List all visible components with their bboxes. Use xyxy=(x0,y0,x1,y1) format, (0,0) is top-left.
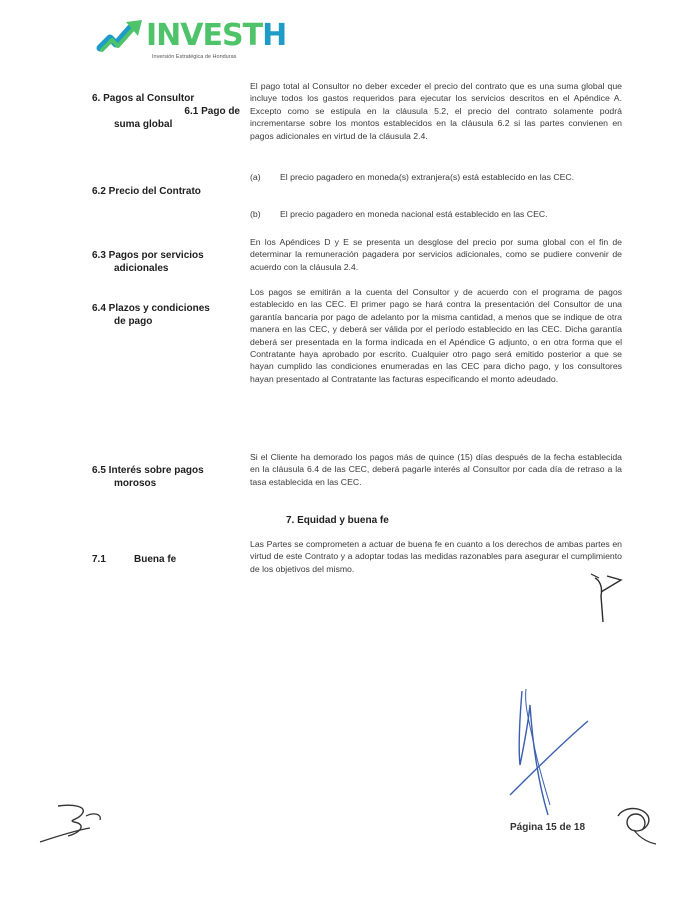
section-7-1-label: Buena fe xyxy=(134,554,177,565)
section-6-4-label: 6.4 Plazos y condiciones de pago xyxy=(92,303,210,327)
section-6-3-text: En los Apéndices D y E se presenta un desglose del precio por suma global con el fin de determinar la remuneración pagadera por servicios adicionales, como se pudiere convenir de acuerdo con la cláusula 2.4. xyxy=(250,237,622,272)
section-6-2-item-b: (b) El precio pagadero en moneda nacional está establecido en las CEC. xyxy=(250,209,548,219)
section-6-2-item-a: (a) El precio pagadero en moneda(s) extranjera(s) está establecido en las CEC. xyxy=(250,172,575,182)
initial-mark-left xyxy=(38,798,108,848)
section-6-text: El pago total al Consultor no deber exceder el precio del contrato que es una suma global que incluye todos los gastos requeridos para ejecutar los servicios descritos en el Apéndice A. Excepto como se estipula en la cláusula 5.2, el precio del contrato solamente podrá incrementarse sobre los montos establecidos en la cláusula 6.2 si las partes convienen en pagos adicionales en virtud de la cláusula 2.4. xyxy=(250,81,622,141)
invest-h-logo xyxy=(96,12,296,72)
section-7-1-number: 7.1 xyxy=(92,554,106,565)
section-7-1-text: Las Partes se comprometen a actuar de buena fe en cuanto a los derechos de ambas partes en virtud de este Contrato y a adoptar todas las medidas razonables para asegurar el cumplimiento de los objetivos del mismo. xyxy=(250,539,622,574)
section-6-5-label: 6.5 Interés sobre pagos morosos xyxy=(92,465,204,489)
section-6-4-text: Los pagos se emitirán a la cuenta del Consultor y de acuerdo con el programa de pagos establecido en las CEC. El primer pago se hará contra la presentación del Consultor de una garantía bancaria por pago de adelanto por la misma cantidad, a menos que se indique de otra manera en las CEC, y deberá ser válida por el período establecido en las CEC. Dicha garantía deberá ser presentada en la forma indicada en el Apéndice G adjunto, o en otra forma que el Contratante haya aprobado por escrito. Cualquier otro pago será emitido posterior a que se hayan cumplido las condiciones enumeradas en las CEC para dicho pago, y los consultores hayan presentado al Contratante las facturas especificando el monto adeudado. xyxy=(250,287,622,384)
initial-mark-right-bottom xyxy=(612,800,662,850)
logo-subtitle: Inversión Estratégica de Honduras xyxy=(152,54,237,60)
section-6-2-label: 6.2 Precio del Contrato xyxy=(92,186,201,197)
section-6-5-text: Si el Cliente ha demorado los pagos más de quince (15) días después de la fecha establecida en la cláusula 6.4 de las CEC, deberá pagarle interés al Consultor por cada día de retraso a la tasa establecida en las CEC. xyxy=(250,452,622,487)
page-number: Página 15 de 18 xyxy=(510,822,586,833)
section-6-3-label: 6.3 Pagos por servicios adicionales xyxy=(92,250,204,274)
logo-wordmark: INVESTH xyxy=(146,18,287,53)
section-6-label: 6. Pagos al Consultor 6.1 Pago de suma global xyxy=(92,93,240,130)
initial-mark-right-top xyxy=(585,566,635,626)
section-7-heading: 7. Equidad y buena fe xyxy=(286,515,389,526)
signature-blue xyxy=(500,685,600,825)
logo-arrow-icon xyxy=(96,14,146,54)
